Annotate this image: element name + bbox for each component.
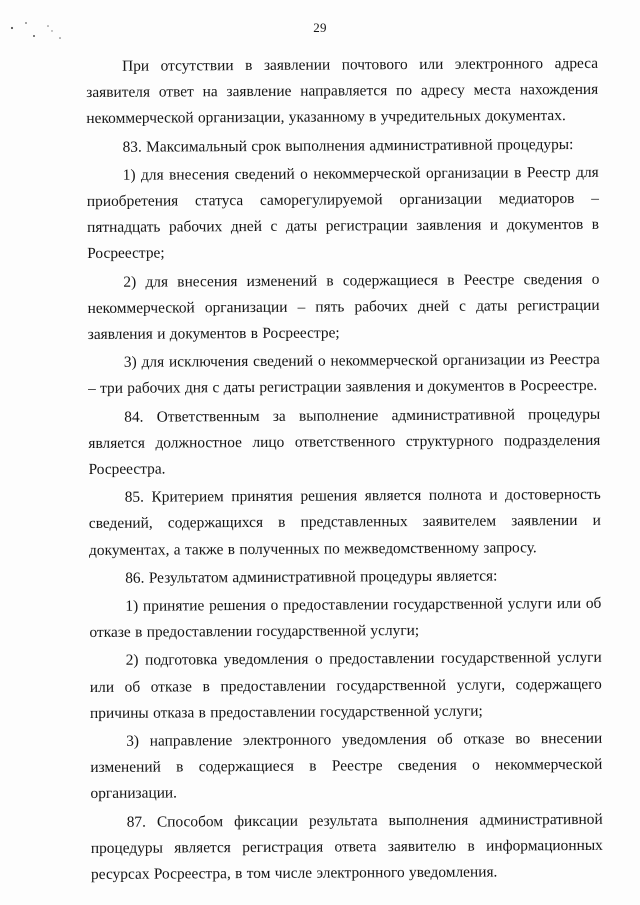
paragraph-84: 84. Ответственным за выполнение административной процедуры является должностное лицо ответственного структурного подразделения Росреестра.: [88, 405, 601, 479]
paragraph-87: 87. Способом фиксации результата выполнения административной процедуры является регистрация ответа заявителю в информационных ресурсах Росреестра, в том числе электронного уведомления.: [90, 810, 603, 884]
document-body: [86, 51, 603, 890]
paragraph-86-item-2: 2) подготовка уведомления о предоставлении государственной услуги или об отказе в предоставлении государственной услуги, содержащего причины отказа в предоставлении государственной услуги;: [89, 649, 602, 722]
paragraph-83-item-3: 3) для исключения сведений о некоммерческой организации из Реестра – три рабочих дня с даты регистрации заявления и документов в Росреестре.: [87, 351, 600, 398]
paragraph-85: 85. Критерием принятия решения является полнота и достоверность сведений, содержащихся в представленных заявителем заявлении и документах, а также в полученных по межведомственному запросу.: [88, 486, 601, 559]
paragraph-83-item-2: 2) для внесения изменений в содержащиеся в Реестре сведения о некоммерческой организации – пять рабочих дней с даты регистрации заявления и документов в Росреестре;: [87, 270, 600, 344]
paragraph-83: 83. Максимальный срок выполнения административной процедуры:: [122, 135, 574, 156]
paragraph-intro: При отсутствии в заявлении почтового или электронного адреса заявителя ответ на заявление направляется по адресу места нахождения некоммерческой организации, указанному в учредительных документах.: [86, 54, 599, 128]
paragraph-83-item-1: 1) для внесения сведений о некоммерческой организации в Реестр для приобретения статуса саморегулируемой организации медиаторов – пятнадцать рабочих дней с даты регистрации заявления и документов в Росреестре;: [86, 163, 600, 263]
page-number: 29: [313, 20, 327, 35]
paragraph-86: 86. Результатом административной процедуры является:: [125, 567, 498, 587]
paragraph-86-item-3: 3) направление электронного уведомления об отказе во внесении изменений в содержащиеся в Реестре сведения о некоммерческой организации.: [90, 729, 603, 803]
paragraph-86-item-1: 1) принятие решения о предоставлении государственной услуги или об отказе в предоставлении государственной услуги;: [89, 594, 602, 642]
